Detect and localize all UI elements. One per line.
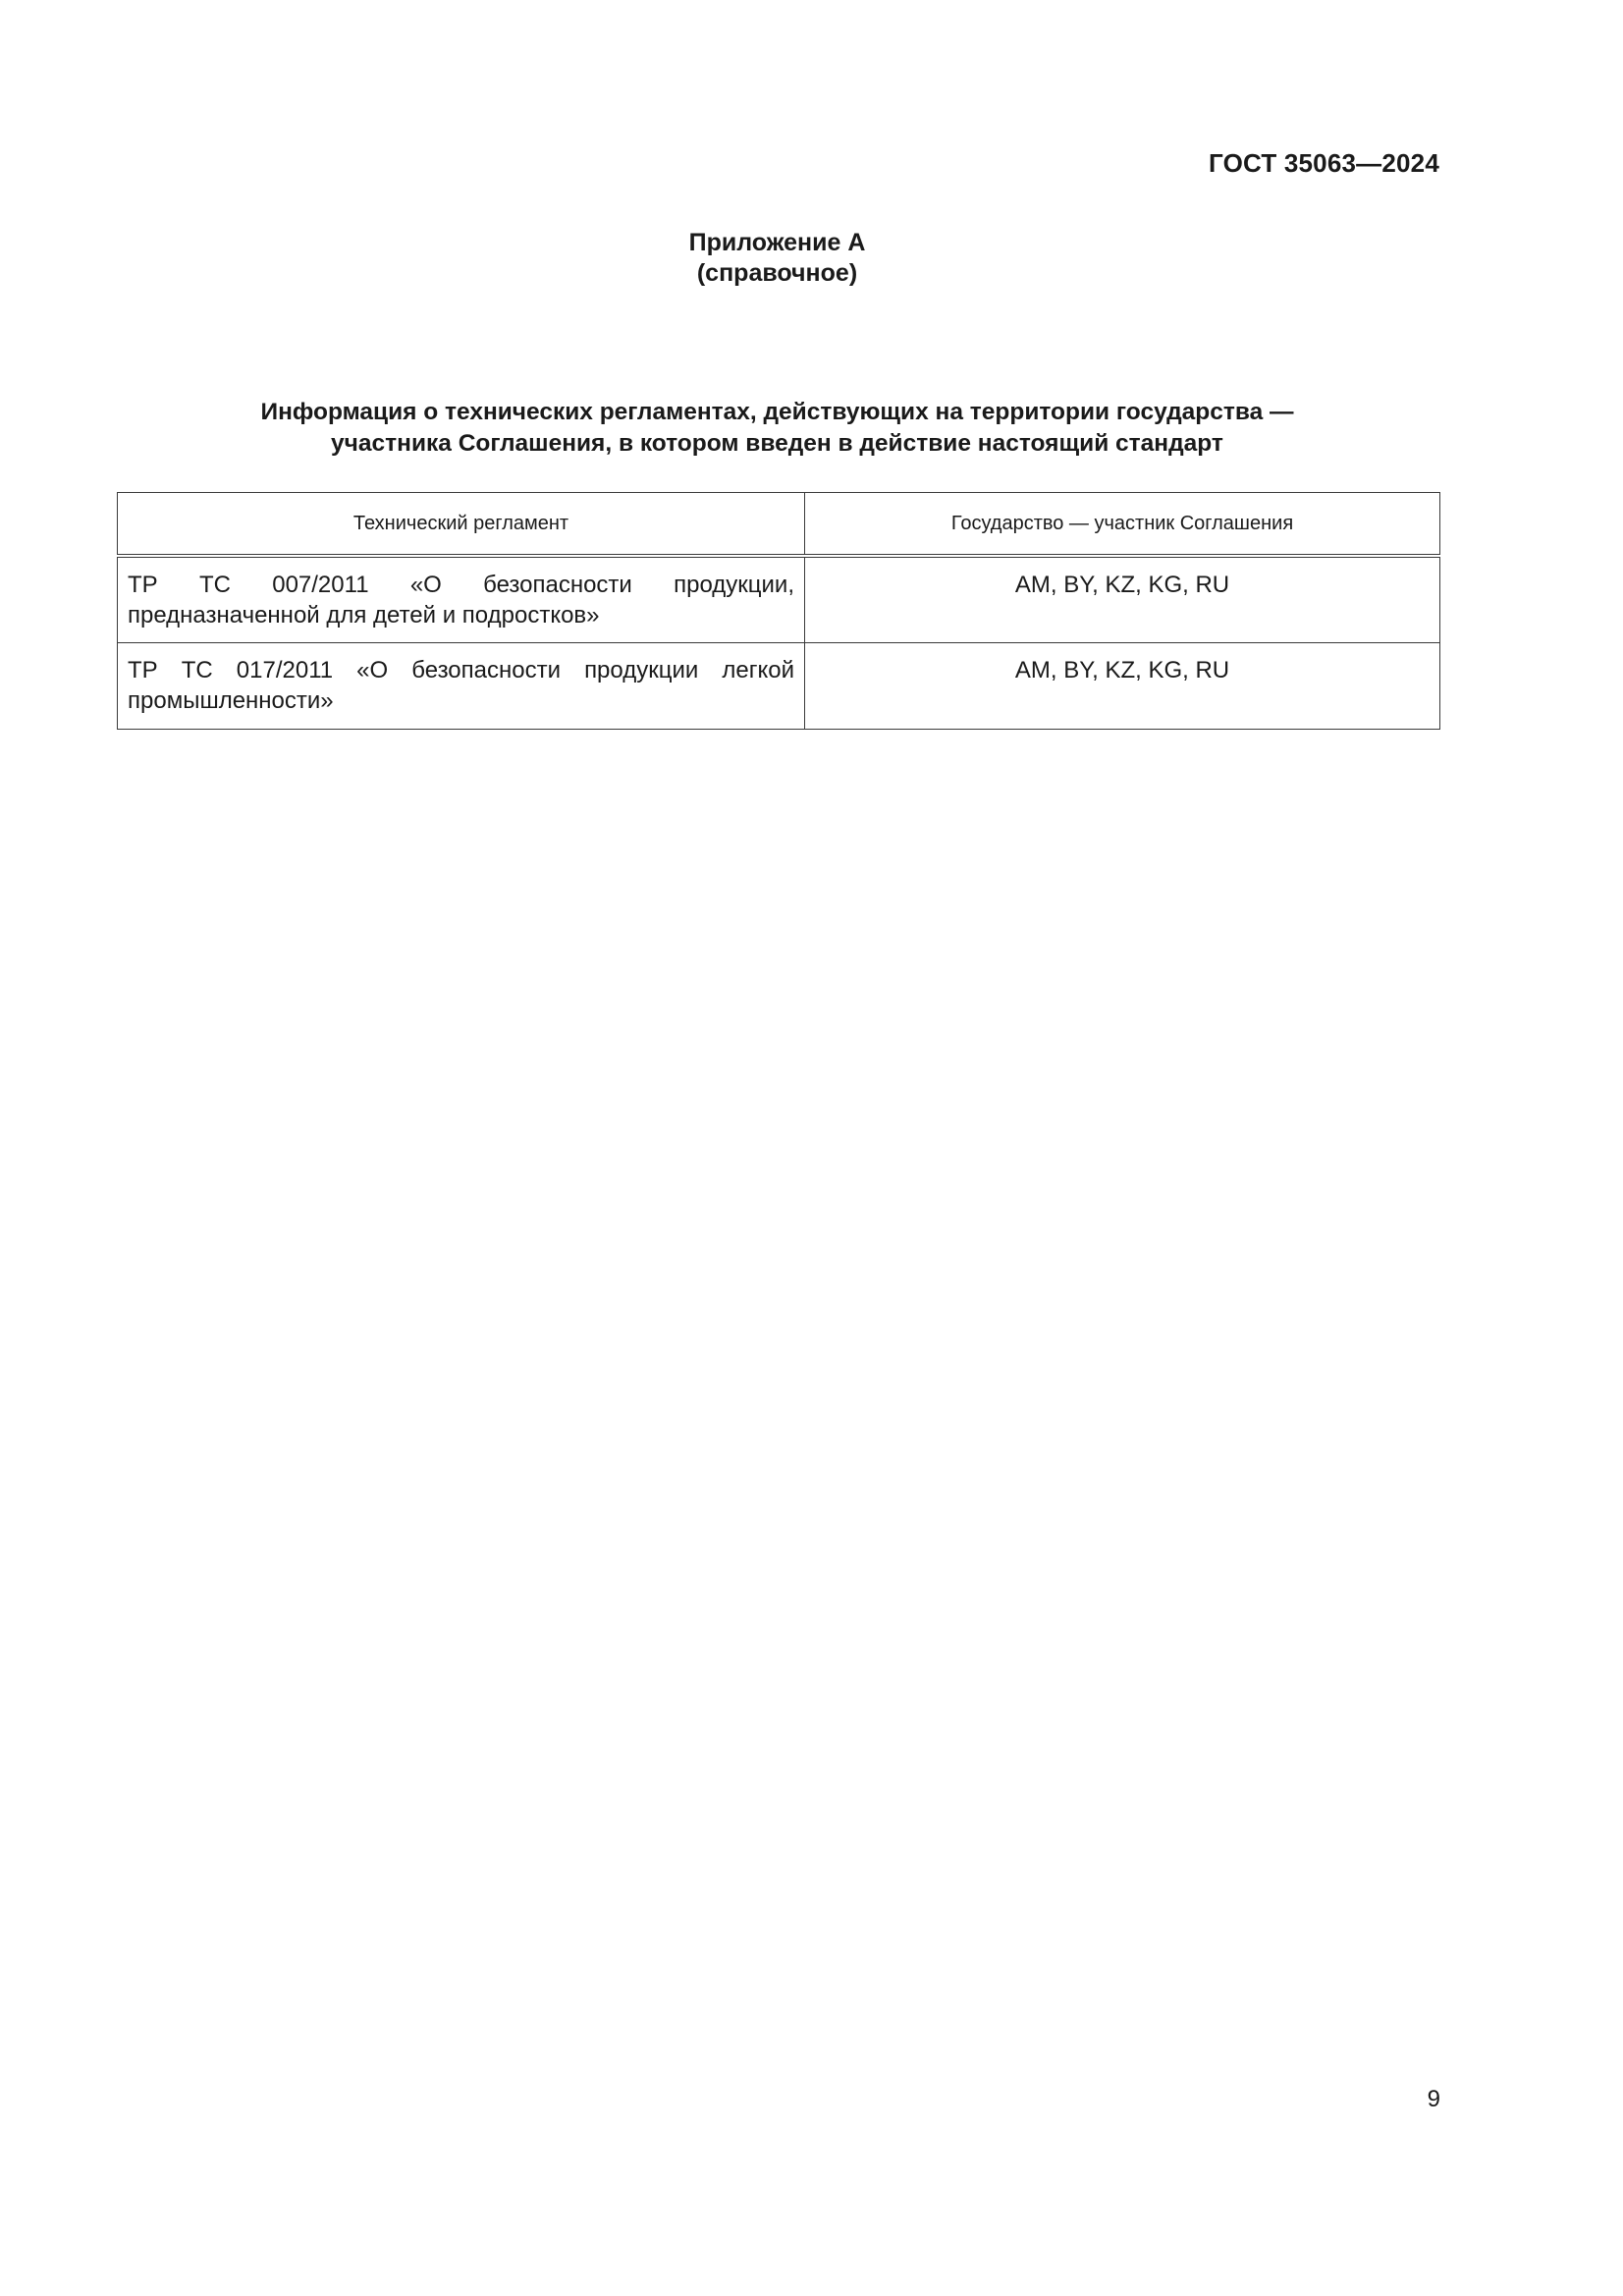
regulation-cell: ТР ТС 007/2011 «О безопасности продукции, предназначенной для детей и подростков» <box>118 556 805 642</box>
document-code: ГОСТ 35063—2024 <box>1209 148 1439 178</box>
table-header-row <box>118 493 1440 557</box>
annex-heading <box>0 228 1554 289</box>
regulation-cell: ТР ТС 017/2011 «О безопасности продукции легкой промышленности» <box>118 642 805 729</box>
regulations-table <box>117 492 1440 730</box>
states-cell: AM, BY, KZ, KG, RU <box>805 642 1440 729</box>
section-title-line-2: участника Соглашения, в котором введен в действие настоящий стандарт <box>331 430 1223 457</box>
table-row <box>118 556 1440 642</box>
table-row <box>118 642 1440 729</box>
annex-title: Приложение А <box>688 229 866 256</box>
section-title <box>0 397 1554 460</box>
section-title-line-1: Информация о технических регламентах, действующих на территории государства — <box>260 399 1294 425</box>
header-regulation: Технический регламент <box>118 493 805 557</box>
page-number: 9 <box>1427 2086 1440 2112</box>
header-state: Государство — участник Соглашения <box>805 493 1440 557</box>
annex-status: (справочное) <box>696 259 858 287</box>
states-cell: AM, BY, KZ, KG, RU <box>805 556 1440 642</box>
